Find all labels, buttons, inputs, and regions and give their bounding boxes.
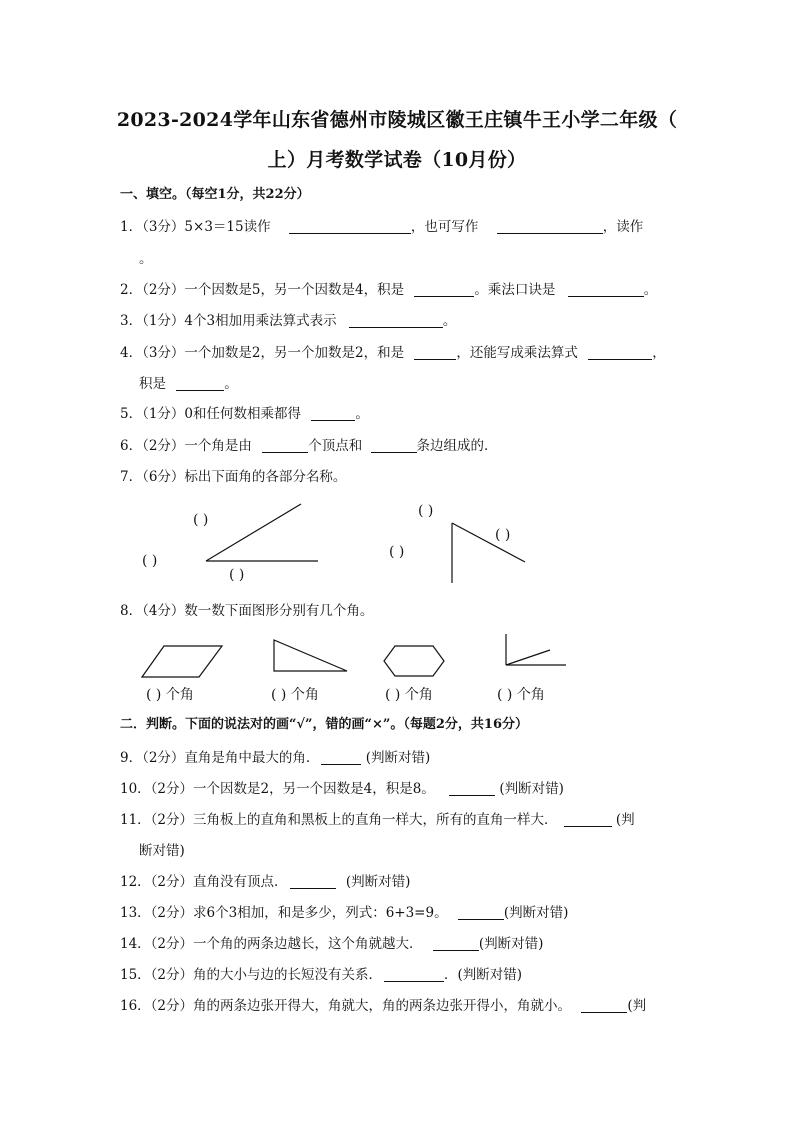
q10-blank[interactable] — [449, 781, 495, 796]
q1-text-b: ，也可写作 — [410, 219, 479, 235]
q7-fig2-paren-top: ( ) — [418, 503, 434, 519]
q12-text-b: (判断对错) — [345, 874, 411, 890]
q1-continuation: 。 — [139, 251, 153, 267]
q9-blank[interactable] — [321, 750, 361, 765]
q6-text-c: 条边组成的． — [416, 438, 498, 454]
question-9 — [120, 748, 430, 768]
q4-text-a: 4．（3分）一个加数是2，另一个加数是2，和是 — [120, 345, 405, 361]
question-12 — [120, 872, 410, 892]
question-13 — [120, 903, 568, 923]
q6-text-b: 个顶点和 — [308, 438, 363, 454]
q16-text-a: 16．（2分）角的两条边张开得大，角就大，角的两条边张开得小，角就小。 — [120, 998, 572, 1014]
question-11 — [120, 810, 635, 830]
q11-blank[interactable] — [564, 812, 612, 827]
q2-text-a: 2．（2分）一个因数是5，另一个因数是4，积是 — [120, 282, 405, 298]
q11-continuation: 断对错) — [139, 843, 185, 859]
q7-fig2-paren-left: ( ) — [389, 544, 405, 560]
q5-text-b: 。 — [355, 406, 369, 422]
q2-text-c: 。 — [643, 282, 658, 298]
q11-text-b: (判 — [615, 812, 635, 828]
q10-text-b: (判断对错) — [499, 781, 564, 797]
q14-blank[interactable] — [433, 936, 479, 951]
question-7: 7．（6分）标出下面角的各部分名称。 — [120, 469, 347, 485]
q15-text-a: 15．（2分）角的大小与边的长短没有关系． — [120, 967, 383, 983]
q14-text-a: 14．（2分）一个角的两条边越长，这个角就越大． — [120, 936, 423, 952]
page-title-line1: 2023-2024学年山东省德州市陵城区徽王庄镇牛王小学二年级（ — [116, 109, 678, 131]
q4-text-b: ，还能写成乘法算式 — [456, 345, 578, 361]
q12-text-a: 12．（2分）直角没有顶点． — [120, 874, 288, 890]
q1-text-c: ，读作 — [602, 219, 644, 235]
right-triangle-shape — [274, 640, 347, 671]
q3-text-b: 。 — [442, 313, 457, 329]
q12-blank[interactable] — [290, 874, 336, 889]
q13-blank[interactable] — [458, 905, 504, 920]
hexagon-shape — [384, 646, 444, 676]
question-10 — [120, 779, 564, 799]
q7-fig1-paren-top: ( ) — [193, 512, 209, 528]
q3-text-a: 3．（1分）4个3相加用乘法算式表示 — [120, 313, 337, 329]
q11-text-a: 11．（2分）三角板上的直角和黑板上的直角一样大，所有的直角一样大． — [120, 812, 558, 828]
single-angle-shape — [506, 634, 566, 665]
question-14 — [120, 934, 543, 954]
question-15 — [120, 965, 522, 985]
q10-text-a: 10．（2分）一个因数是2，另一个因数是4，积是8。 — [120, 781, 435, 797]
q13-text-b: (判断对错) — [503, 905, 569, 921]
q1-text-a: 1．（3分）5×3＝15读作 — [120, 219, 271, 235]
q8-caption-3: ( ) 个角 — [385, 687, 433, 703]
question-8: 8．（4分）数一数下面图形分别有几个角。 — [120, 603, 374, 619]
parallelogram-shape — [142, 646, 222, 677]
q14-text-b: (判断对错) — [478, 936, 544, 952]
q4-text-c: ， — [652, 345, 666, 361]
q2-text-b: 。乘法口诀是 — [474, 282, 556, 298]
q9-text-a: 9．（2分）直角是角中最大的角． — [120, 750, 320, 766]
q9-text-b: (判断对错) — [365, 750, 431, 766]
q7-fig2-paren-right: ( ) — [495, 527, 511, 543]
question-16 — [120, 996, 646, 1016]
q5-text-a: 5．（1分）0和任何数相乘都得 — [120, 406, 302, 422]
q7-fig1-paren-bottom: ( ) — [229, 567, 245, 583]
page-title-line2: 上）月考数学试卷（10月份） — [267, 149, 527, 171]
q4-text-e: 。 — [224, 376, 238, 392]
q16-text-b: (判 — [627, 998, 647, 1014]
q4-text-d: 积是 — [139, 376, 166, 392]
section2-heading: 二．判断。下面的说法对的画“√”，错的画“×”。（每题2分，共16分） — [120, 717, 528, 732]
q7-fig1-paren-left: ( ) — [142, 553, 158, 569]
section1-heading: 一、填空。（每空1分，共22分） — [120, 187, 310, 202]
q6-text-a: 6．（2分）一个角是由 — [120, 438, 252, 454]
q13-text-a: 13．（2分）求6个3相加，和是多少，列式：6+3=9。 — [120, 905, 448, 921]
q16-blank[interactable] — [581, 998, 627, 1013]
q15-blank[interactable] — [384, 967, 444, 982]
q8-caption-1: ( ) 个角 — [146, 687, 194, 703]
q8-caption-2: ( ) 个角 — [271, 687, 319, 703]
q15-text-b: ．(判断对错) — [444, 967, 523, 983]
q8-caption-4: ( ) 个角 — [497, 687, 545, 703]
